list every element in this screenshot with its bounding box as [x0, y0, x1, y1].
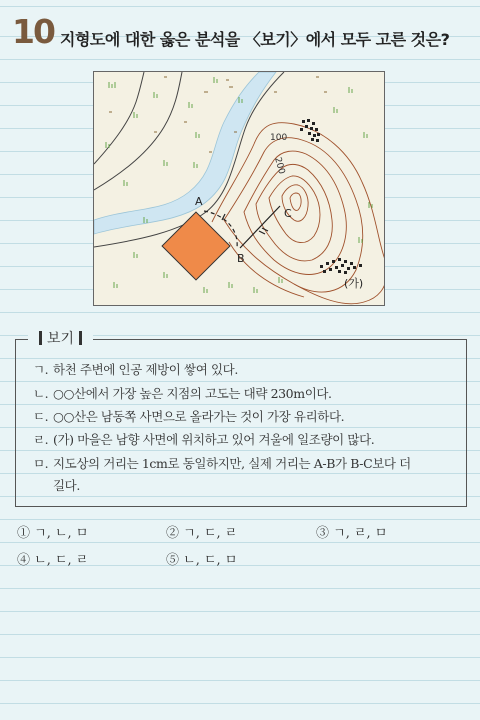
- item-marker: ㅁ.: [33, 456, 49, 471]
- choice-5[interactable]: [166, 549, 237, 568]
- item-text: (가) 마을은 남향 사면에 위치하고 있어 겨울에 일조량이 많다.: [53, 432, 375, 447]
- choice-number: ①: [17, 526, 31, 541]
- choice-number: ⑤: [166, 553, 180, 568]
- choice-4[interactable]: [17, 549, 88, 568]
- choice-number: ②: [166, 526, 180, 541]
- title-bar-left: [39, 331, 42, 345]
- point-label-b: B: [237, 252, 245, 265]
- choice-number: ③: [316, 526, 330, 541]
- item-marker: ㄷ.: [33, 409, 49, 424]
- choice-text: ㄴ, ㄷ, ㅁ: [183, 553, 238, 568]
- question-number: 10: [12, 12, 54, 51]
- bogi-title: [28, 329, 93, 349]
- choice-number: ④: [17, 553, 31, 568]
- bogi-title-text: 보기: [47, 331, 75, 347]
- bogi-item-continuation: 길다.: [53, 478, 80, 493]
- item-text: ○○산은 남동쪽 사면으로 올라가는 것이 가장 유리하다.: [53, 409, 345, 424]
- point-label-c: C: [284, 207, 292, 220]
- question-text: 지형도에 대한 옳은 분석을 〈보기〉에서 모두 고른 것은?: [60, 30, 450, 49]
- village-ga: [320, 258, 362, 274]
- village-top: [300, 119, 320, 142]
- item-text: ○○산에서 가장 높은 지점의 고도는 대략 230m이다.: [53, 386, 332, 401]
- bogi-item: [33, 407, 344, 425]
- choice-text: ㄴ, ㄷ, ㄹ: [34, 553, 89, 568]
- item-marker: ㄹ.: [33, 432, 49, 447]
- choice-2[interactable]: [166, 522, 237, 541]
- point-label-a: A: [195, 195, 203, 208]
- item-marker: ㄱ.: [33, 362, 49, 377]
- title-bar-right: [79, 331, 82, 345]
- choice-text: ㄱ, ㄴ, ㅁ: [34, 526, 89, 541]
- path-b-c: [240, 206, 280, 248]
- river: [94, 72, 276, 234]
- choice-text: ㄱ, ㄷ, ㄹ: [183, 526, 238, 541]
- choice-1[interactable]: [17, 522, 88, 541]
- bogi-item: [33, 454, 411, 472]
- choice-text: ㄱ, ㄹ, ㅁ: [333, 526, 388, 541]
- topographic-map: [93, 71, 385, 306]
- bogi-item: [33, 430, 374, 448]
- item-text: 지도상의 거리는 1cm로 동일하지만, 실제 거리는 A-B가 B-C보다 더: [53, 456, 411, 471]
- item-text: 하천 주변에 인공 제방이 쌓여 있다.: [53, 362, 238, 377]
- bogi-item: [33, 360, 238, 378]
- choice-3[interactable]: [316, 522, 387, 541]
- contour-label-200: 200: [272, 156, 287, 176]
- tick-b-c-1: [259, 231, 265, 234]
- contour-label-100: 100: [270, 133, 288, 143]
- orange-square: [162, 212, 230, 280]
- village-label: (가): [344, 277, 364, 290]
- item-marker: ㄴ.: [33, 386, 49, 401]
- field-boundary-1: [94, 72, 182, 190]
- bogi-item: [33, 384, 332, 402]
